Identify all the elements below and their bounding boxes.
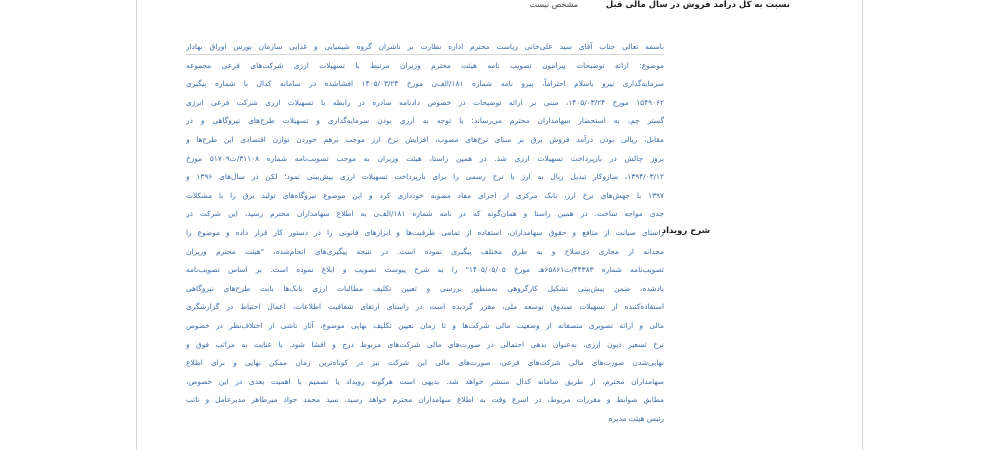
event-description-line: سهامداران محترم، از طریق سامانه کدال منتشر خواهد شد. بدیهی است هرگونه رویداد یا تصمیم با اهمیت بعدی در این خصوص، bbox=[186, 376, 664, 386]
event-description-line: استفاده‌کننده از تسهیلات صندوق توسعه ملی، مقرر گردیده است در راستای ارتقای شفافیت اطلاعات، اعمال احتیاط در گزارشگری bbox=[186, 302, 664, 312]
event-description-line: باسمه تعالی جناب آقای سید علی‌خانی ریاست محترم اداره نظارت بر ناشران گروه شیمیایی و غذایی سازمان بورس اوراق بهادار bbox=[186, 42, 664, 51]
sales-ratio-value: مشخص نیست bbox=[529, 0, 578, 9]
event-description-line: بروز چالش در بازپرداخت تسهیلات ارزی شد. در همین راستا، هیئت وزیران به موجب تصویب‌نامه شماره ۳۱۱۰۸/ت۵۱۷۰۹ مورخ bbox=[186, 153, 664, 163]
sales-ratio-label: نسبت به کل درآمد فروش در سال مالی قبل bbox=[605, 0, 790, 10]
event-description-line: جدی مواجه ساخت. در همین راستا و همان‌گونه که در نامه شماره ۱۸۱/الف‌ن به اطلاع سهامداران محترم رسید، این شرکت در bbox=[186, 209, 664, 219]
event-description-line: نرخ تسعیر دیون ارزی، به‌عنوان بدهی احتمالی در صورت‌های مالی شرکت‌های مربوط درج و افشا شود. با عنایت به مراتب فوق و bbox=[186, 339, 664, 349]
event-description-line: گستر چم، به استحضار سهامداران محترم می‌رساند: با توجه به ارزی بودن سرمایه‌گذاری و تسهیلات طرح‌های نیروگاهی و در bbox=[186, 116, 664, 126]
event-description-line: رئیس هیئت مدیره bbox=[608, 413, 664, 423]
event-description-line: مالی و ارائه تصویری متصفانه از وضعیت مالی شرکت‌ها و تا زمان تعیین تکلیف نهایی موضوع، آثار ناشی از اختلاف‌نظر در خصوص bbox=[186, 320, 664, 330]
event-description-line: موضوع: ارائه توضیحات پیرامون تصویب نامه هیئت محترم وزیران مرتبط با تسهیلات ارزی شرکت‌های فرعی مجموعه bbox=[186, 60, 664, 70]
event-description-line: ۱۳۹۴/۰۳/۱۲، سازوکار تبدیل ریال به ارز با نرخ رسمی را برای بازپرداخت تسهیلات ارزی پیش‌بینی نمود؛ لکن در سال‌های ۱۳۹۶ و bbox=[186, 172, 664, 182]
event-description-line: مقابل، ریالی بودن درآمد فروش برق بر مبنای نرخ‌های مصوب، افزایش نرخ ارز موجب برهم خوردن توازن اقتصادی این طرح‌ها و bbox=[186, 134, 664, 144]
event-description-text bbox=[186, 38, 664, 428]
event-description-line: تصویب‌نامه شماره ۴۴۳۸۳/ت۶۵۸۶۱هـ مورخ ۱۴۰۵/۰۵/۰۵" را به شرح پیوست تصویب و ابلاغ نموده است. بر اساس تصویب‌نامه bbox=[186, 265, 664, 275]
event-description-line: ۱۵۴۹۰۶۲ مورخ ۱۴۰۵/۰۳/۲۴، مبنی بر ارائه توضیحات در خصوص دادنامه صادره در رابطه با تسهیلات ارزی شرکت فرعی انرژی bbox=[186, 97, 664, 107]
event-description-line: مطابق ضوابط و مقررات مربوط، در اسرع وقت به اطلاع سهامداران محترم خواهد رسید. سید محمد جواد میرطاهر مدیرعامل و نائب bbox=[186, 395, 664, 405]
event-description-label: شرح رویداد bbox=[661, 226, 710, 236]
table-border-left bbox=[136, 0, 137, 450]
event-description-line: راستای صیانت از منافع و حقوق سهامداران، استفاده از تمامی ظرفیت‌ها و ابزارهای قانونی را در دستور کار قرار داده و موضوع را bbox=[186, 227, 664, 237]
event-description-line: نهایی‌شدن صورت‌های مالی شرکت‌های فرعی، صورت‌های مالی این شرکت نیز در کوتاه‌ترین زمان ممکن نهایی و برای اطلاع bbox=[186, 358, 664, 368]
event-description-line: مجدانه از مجاری ذی‌صلاح و به طرق مختلف پیگیری نموده است. در نتیجه پیگیری‌های انجام‌شده، "هیئت محترم وزیران bbox=[186, 246, 664, 256]
event-description-line: یادشده، ضمن پیش‌بینی تشکیل کارگروهی به‌منظور بررسی و تعیین تکلیف مطالبات ارزی بانک‌ها بابت طرح‌های نیروگاهی bbox=[186, 283, 664, 293]
table-border-right bbox=[862, 0, 863, 450]
event-description-line: سرمایه‌گذاری نیرو باسلام احتراماً، پیرو نامه شماره ۱۸۱/الف‌ن مورخ ۱۴۰۵/۰۳/۲۴ افشاشده در سامانه کدال با شماره پیگیری bbox=[186, 79, 664, 89]
event-description-line: ۱۳۹۷ با جهش‌های نرخ ارز، بانک مرکزی از اجرای مفاد مصوبه خودداری کرد و این موضوع نیروگاه‌های تولید برق را با مشکلات bbox=[186, 190, 664, 200]
